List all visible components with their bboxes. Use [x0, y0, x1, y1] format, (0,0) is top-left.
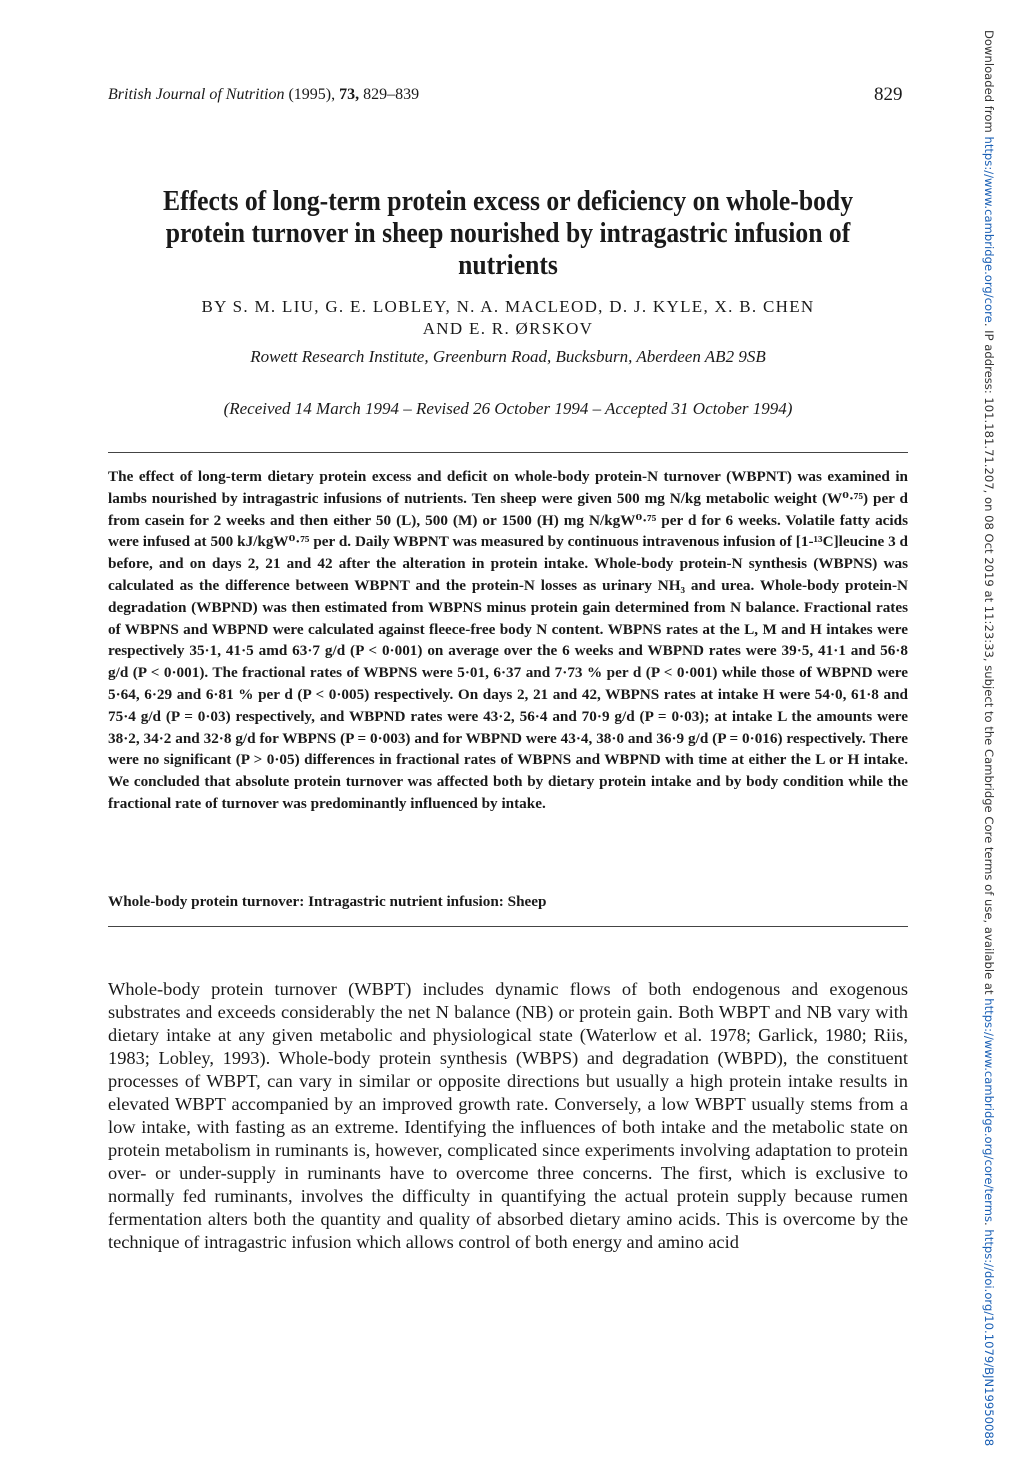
- cambridge-core-link[interactable]: https://www.cambridge.org/core: [982, 136, 996, 323]
- abstract: [108, 466, 908, 815]
- abstract-top-rule: [108, 452, 908, 453]
- keywords: Whole-body protein turnover: Intragastric nutrient infusion: Sheep: [108, 893, 547, 910]
- doi-link[interactable]: https://doi.org/10.1079/BJN19950088: [982, 1229, 996, 1447]
- body-text: [108, 978, 908, 1254]
- journal-volume: 73,: [339, 86, 360, 103]
- author-list: [100, 296, 916, 340]
- journal-year: (1995),: [288, 86, 336, 103]
- abstract-text: The effect of long-term dietary protein excess and deficit on whole-body protein-N turnover (WBPNT) was examined in lambs nourished by intragastric infusions of nutrients. Ten sheep were given 500 mg N/kg metabolic weight (W⁰·⁷⁵) per d from casein for 2 weeks and then either 50 (L), 500 (M) or 1500 (H) mg N/kgW⁰·⁷⁵ per d for 6 weeks. Volatile fatty acids were infused at 500 kJ/kgW⁰·⁷⁵ per d. Daily WBPNT was measured by continuous intravenous infusion of [1-¹³C]leucine 3 d before, and on days 2, 21 and 42 after the alteration in protein intake. Whole-body protein-N synthesis (WBPNS) was calculated as the difference between WBPNT and the protein-N losses as urinary NH₃ and urea. Whole-body protein-N degradation (WBPND) was then estimated from WBPNS minus protein gain determined from N balance. Fractional rates of WBPNS and WBPND were calculated against fleece-free body N content. WBPNS rates at the L, M and H intakes were respectively 35·1, 41·5 amd 63·7 g/d (P < 0·001) on average over the 6 weeks and WBPND rates were 39·5, 41·1 and 56·8 g/d (P < 0·001). The fractional rates of WBPNS were 5·01, 6·37 and 7·73 % per d (P < 0·001) while those of WBPND were 5·64, 6·29 and 6·81 % per d (P < 0·005) respectively. On days 2, 21 and 42, WBPNS rates at intake H were 54·0, 61·8 and 75·4 g/d (P = 0·03) respectively, and WBPND rates were 43·2, 56·4 and 70·9 g/d (P = 0·03); at intake L the amounts were 38·2, 34·2 and 32·8 g/d for WBPNS (P = 0·003) and for WBPND were 43·4, 38·0 and 36·9 g/d (P = 0·016) respectively. There were no significant (P > 0·05) differences in fractional rates of WBPNS and WBPND with time at either the L or H intake. We concluded that absolute protein turnover was affected both by dietary protein intake and by body condition while the fractional rate of turnover was predominantly influenced by intake.: [108, 468, 908, 812]
- journal-name: British Journal of Nutrition: [108, 86, 285, 103]
- abstract-bottom-rule: [108, 926, 908, 927]
- journal-pages: 829–839: [363, 86, 420, 103]
- authors-line-1: BY S. M. LIU, G. E. LOBLEY, N. A. MACLEOD, D. J. KYLE, X. B. CHEN: [201, 297, 815, 316]
- page-number: 829: [874, 84, 903, 105]
- download-notice-part2: . IP address: 101.181.71.207, on 08 Oct 2019 at 11:23:33, subject to the Cambridge Core terms of use, available at: [982, 322, 996, 999]
- journal-citation: [108, 86, 419, 104]
- cambridge-terms-link[interactable]: https://www.cambridge.org/core/terms: [982, 998, 996, 1223]
- article-title: Effects of long-term protein excess or deficiency on whole-body protein turnover in sheep nourished by intragastric infusion of nutrients: [162, 186, 854, 281]
- download-notice: [982, 30, 996, 1447]
- received-dates: (Received 14 March 1994 – Revised 26 October 1994 – Accepted 31 October 1994): [223, 399, 793, 418]
- authors-line-2: AND E. R. ØRSKOV: [422, 319, 594, 338]
- affiliation: Rowett Research Institute, Greenburn Road, Bucksburn, Aberdeen AB2 9SB: [250, 347, 766, 366]
- download-notice-part3: .: [982, 1222, 996, 1230]
- intro-paragraph: Whole-body protein turnover (WBPT) includes dynamic flows of both endogenous and exogenous substrates and exceeds considerably the net N balance (NB) or protein gain. Both WBPT and NB vary with dietary intake at any given metabolic and physiological state (Waterlow et al. 1978; Garlick, 1980; Riis, 1983; Lobley, 1993). Whole-body protein synthesis (WBPS) and degradation (WBPD), the constituent processes of WBPT, can vary in similar or opposite directions but usually a high protein intake results in elevated WBPT accompanied by an improved growth rate. Conversely, a low WBPT usually stems from a low intake, with fasting as an extreme. Identifying the influences of both intake and the metabolic state on protein metabolism in ruminants is, however, complicated since experiments involving adaptation to protein over- or under-supply in ruminants have to overcome three concerns. The first, which is exclusive to normally fed ruminants, involves the difficulty in quantifying the actual protein supply because rumen fermentation alters both the quantity and quality of absorbed dietary amino acids. This is overcome by the technique of intragastric infusion which allows control of both energy and amino acid: [108, 979, 908, 1252]
- download-notice-part1: Downloaded from: [982, 30, 996, 137]
